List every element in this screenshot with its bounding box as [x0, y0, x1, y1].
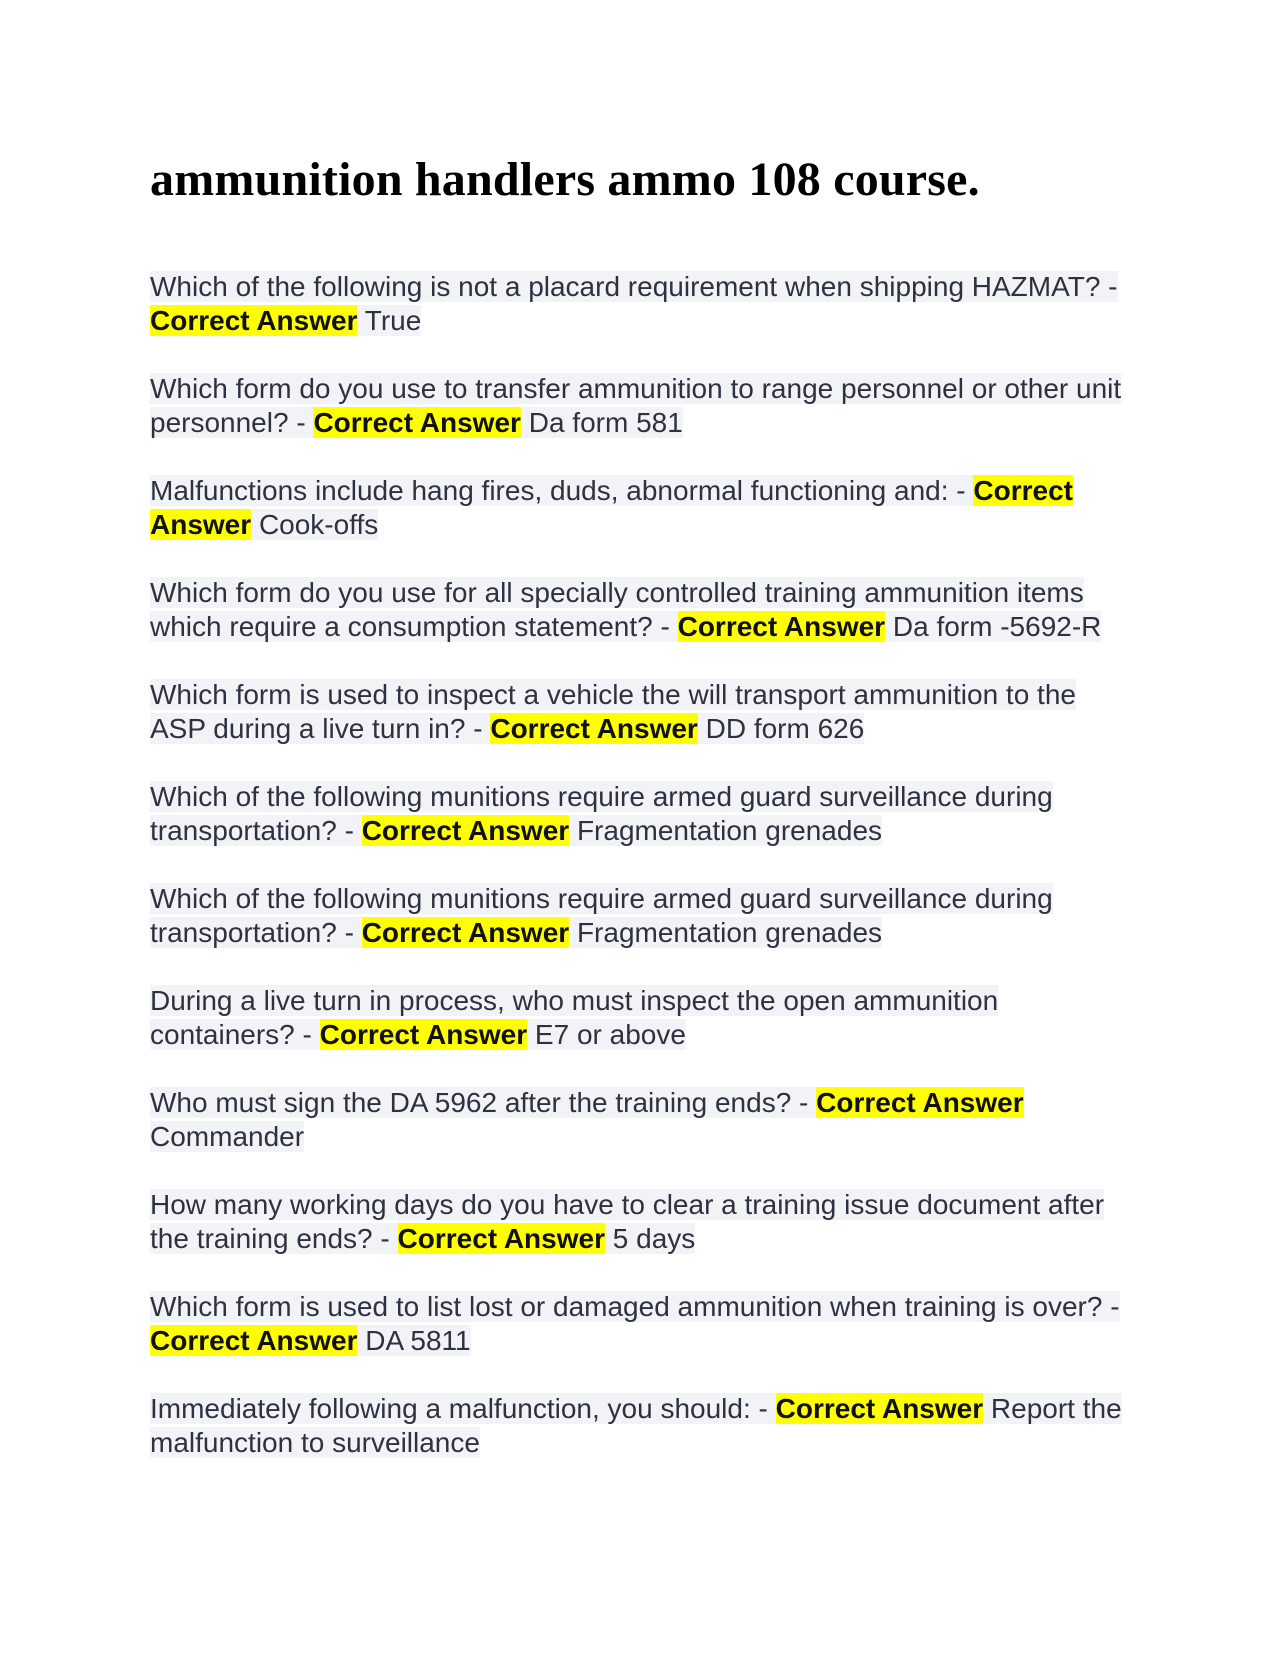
qa-item — [150, 576, 1130, 644]
answer-text: Da form -5692-R — [892, 611, 1102, 642]
answer-text: Commander — [150, 1121, 305, 1152]
answer-text: 5 days — [612, 1223, 696, 1254]
correct-answer-label: Correct Answer — [361, 815, 570, 846]
correct-answer-label: Correct Answer — [677, 611, 886, 642]
correct-answer-label: Correct Answer — [150, 475, 1073, 540]
qa-item — [150, 474, 1130, 542]
answer-text: True — [364, 305, 422, 336]
separator: - — [1102, 1291, 1120, 1322]
question-text: Malfunctions include hang fires, duds, abnormal functioning and: — [150, 475, 949, 506]
separator: - — [948, 475, 974, 506]
qa-item — [150, 1392, 1130, 1460]
qa-item — [150, 984, 1130, 1052]
separator: - — [791, 1087, 817, 1118]
separator: - — [294, 1019, 320, 1050]
question-text: Who must sign the DA 5962 after the training ends? — [150, 1087, 792, 1118]
qa-item — [150, 270, 1130, 338]
question-text: Immediately following a malfunction, you should: — [150, 1393, 751, 1424]
separator: - — [652, 611, 678, 642]
correct-answer-label: Correct Answer — [150, 1325, 358, 1356]
answer-text: Fragmentation grenades — [576, 917, 883, 948]
correct-answer-label: Correct Answer — [816, 1087, 1024, 1118]
qa-item — [150, 1086, 1130, 1154]
qa-item — [150, 780, 1130, 848]
qa-item — [150, 372, 1130, 440]
question-text: Which form is used to inspect a vehicle the will transport ammunition to the ASP during a live turn in? — [150, 679, 1076, 744]
answer-text: Cook-offs — [258, 509, 379, 540]
qa-item — [150, 678, 1130, 746]
correct-answer-label: Correct Answer — [490, 713, 698, 744]
question-text: Which form do you use for all specially controlled training ammunition items which require a consumption statement? — [150, 577, 1084, 642]
question-text: During a live turn in process, who must inspect the open ammunition containers? — [150, 985, 999, 1050]
qa-item — [150, 1188, 1130, 1256]
correct-answer-label: Correct Answer — [397, 1223, 605, 1254]
separator: - — [336, 917, 362, 948]
question-text: Which of the following munitions require armed guard surveillance during transportation? — [150, 781, 1053, 846]
question-text: How many working days do you have to clear a training issue document after the training ends? — [150, 1189, 1105, 1254]
correct-answer-label: Correct Answer — [313, 407, 521, 438]
correct-answer-label: Correct Answer — [775, 1393, 984, 1424]
document-page — [150, 0, 1130, 1494]
answer-text: DA 5811 — [365, 1325, 471, 1356]
question-text: Which of the following is not a placard requirement when shipping HAZMAT? — [150, 271, 1101, 302]
correct-answer-label: Correct Answer — [319, 1019, 528, 1050]
question-text: Which form is used to list lost or damaged ammunition when training is over? — [150, 1291, 1103, 1322]
question-text: Which form do you use to transfer ammunition to range personnel or other unit personnel? — [150, 373, 1122, 438]
answer-text: Da form 581 — [528, 407, 683, 438]
qa-item — [150, 882, 1130, 950]
separator: - — [465, 713, 491, 744]
separator: - — [288, 407, 314, 438]
answer-text: Report the malfunction to surveillance — [150, 1393, 1122, 1458]
answer-text: E7 or above — [534, 1019, 686, 1050]
document-title: ammunition handlers ammo 108 course. — [150, 153, 980, 206]
answer-text: Fragmentation grenades — [576, 815, 883, 846]
question-text: Which of the following munitions require armed guard surveillance during transportation? — [150, 883, 1053, 948]
separator: - — [750, 1393, 776, 1424]
separator: - — [1100, 271, 1118, 302]
qa-item — [150, 1290, 1130, 1358]
answer-text: DD form 626 — [705, 713, 865, 744]
correct-answer-label: Correct Answer — [150, 305, 358, 336]
separator: - — [336, 815, 362, 846]
separator: - — [372, 1223, 398, 1254]
correct-answer-label: Correct Answer — [361, 917, 570, 948]
qa-list — [150, 270, 1130, 1460]
